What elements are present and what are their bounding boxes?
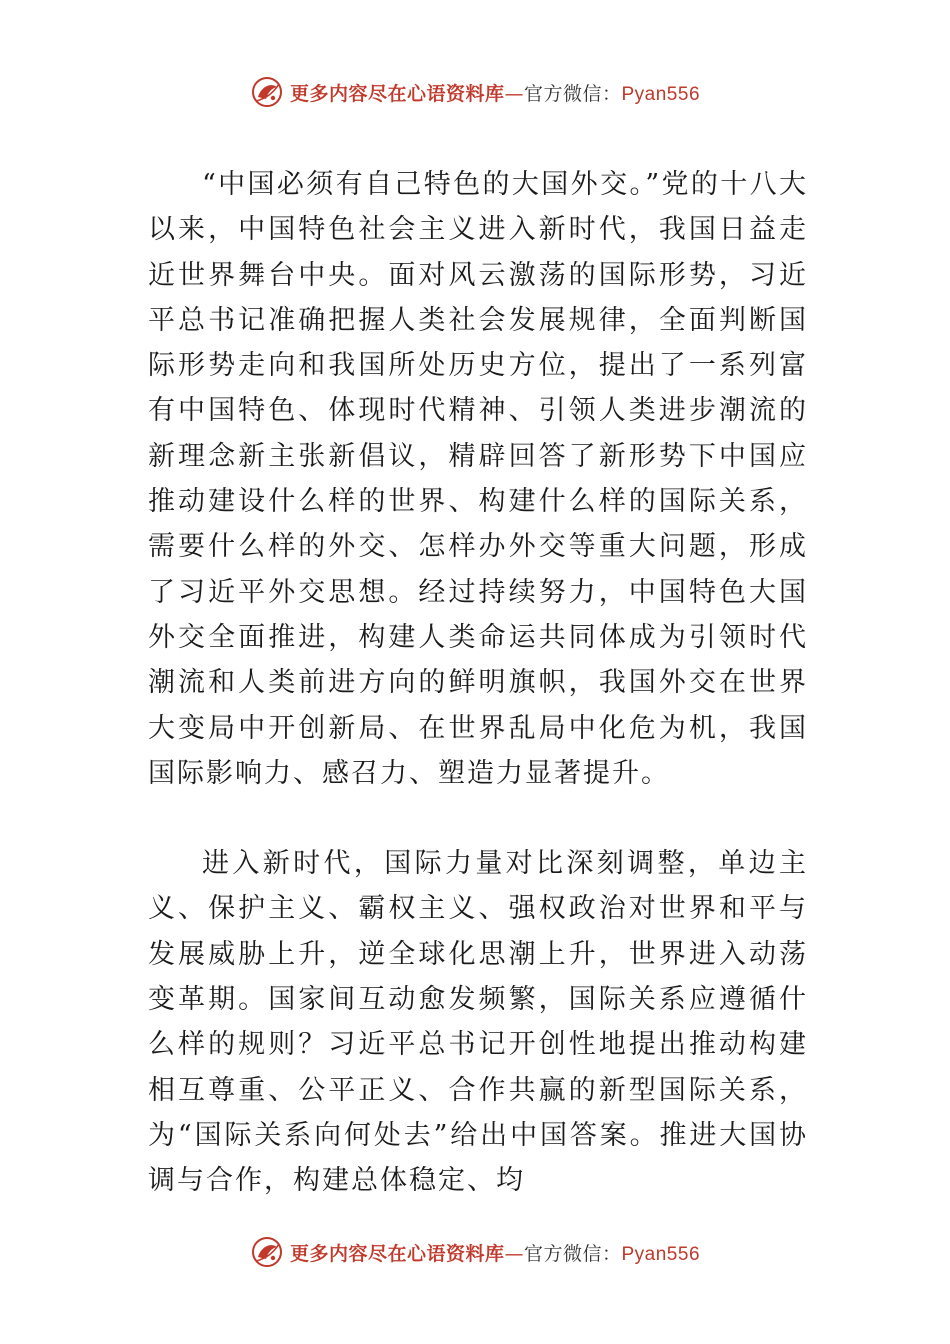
paragraph: “中国必须有自己特色的大国外交。”党的十八大以来，中国特色社会主义进入新时代，我国日益走近世界舞台中央。面对风云激荡的国际形势，习近平总书记准确把握人类社会发展规律，全面判断国际形势走向和我国所处历史方位，提出了一系列富有中国特色、体现时代精神、引领人类进步潮流的新理念新主张新倡议，精辟回答了新形势下中国应推动建设什么样的世界、构建什么样的国际关系，需要什么样的外交、怎样办外交等重大问题，形成了习近平外交思想。经过持续努力，中国特色大国外交全面推进，构建人类命运共同体成为引领时代潮流和人类前进方向的鲜明旗帜，我国外交在世界大变局中开创新局、在世界乱局中化危为机，我国国际影响力、感召力、塑造力显著提升。 (148, 169, 808, 789)
paragraph: 进入新时代，国际力量对比深刻调整，单边主义、保护主义、霸权主义、强权政治对世界和平与发展威胁上升，逆全球化思潮上升，世界进入动荡变革期。国家间互动愈发频繁，国际关系应遵循什么样的规则？习近平总书记开创性地提出推动构建相互尊重、公平正义、合作共赢的新型国际关系，为“国际关系向何处去”给出中国答案。推进大国协调与合作，构建总体稳定、均 (148, 848, 808, 1197)
brand-text: 更多内容尽在心语资料库 (289, 82, 505, 105)
document-body (148, 162, 808, 1204)
brand-text: 更多内容尽在心语资料库 (289, 1242, 505, 1265)
footer-banner (0, 1232, 950, 1272)
lotus-seal-icon (250, 75, 284, 109)
wechat-id: Pyan556 (621, 1243, 701, 1265)
wechat-id: Pyan556 (621, 83, 701, 105)
wechat-label: 官方微信： (523, 1242, 622, 1265)
header-text (290, 79, 700, 106)
dash: — (504, 1242, 524, 1265)
lotus-seal-icon (250, 1235, 284, 1269)
footer-text (290, 1239, 700, 1266)
dash: — (504, 82, 524, 105)
wechat-label: 官方微信： (523, 82, 622, 105)
header-banner (0, 72, 950, 112)
